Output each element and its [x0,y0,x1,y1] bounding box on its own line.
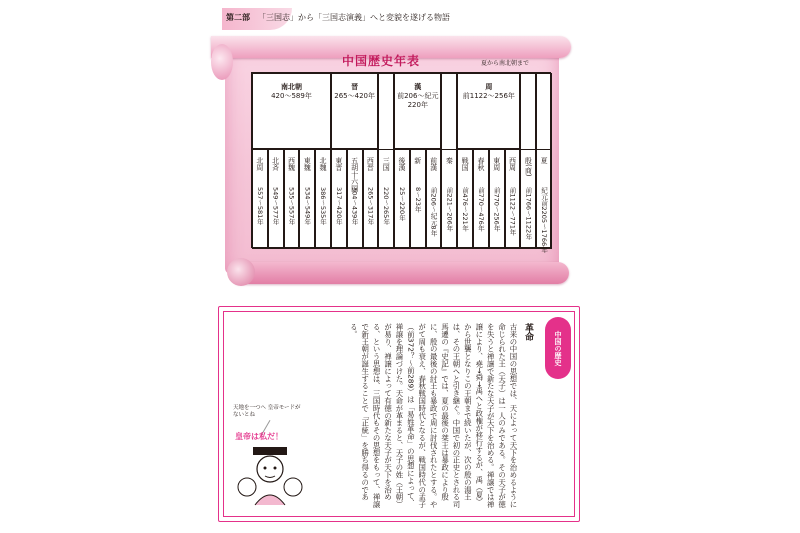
period-name: 北周 [255,157,264,171]
period-name: 西晋 [366,157,375,171]
group-label [457,83,520,101]
period-years: 前1766〜1122年 [524,187,533,240]
period-years: 535〜557年 [287,187,296,225]
period-years: 534〜549年 [303,187,312,225]
period-years: 220〜265年 [382,187,391,225]
period-name: 戦国 [461,157,470,171]
period-years: 557〜581年 [255,187,264,225]
period-name: 後漢 [398,157,406,171]
scroll-roll-left [211,44,233,80]
period-name: 秦 [445,157,454,164]
group-label [252,83,331,101]
part-label: 第二部 [226,13,250,22]
article-title: 革命 [523,323,533,341]
topic-badge: 中国の歴史 [545,317,571,379]
emperor-illustration [235,445,305,507]
period-years: 前770〜476年 [476,187,485,232]
period-years: 549〜577年 [271,187,280,225]
period-years: 紀元前2205〜1766年 [540,187,549,253]
header-subtitle: 「三国志」から「三国志演義」へと変貌を遂げる物語 [258,13,450,22]
period-name: 春秋 [476,157,485,171]
period-name: 前漢 [429,157,438,171]
chronology-table [251,72,551,253]
period-years: 前206〜紀元8年 [429,187,438,237]
group-name: 漢 [414,83,422,91]
period-name: 北斉 [271,157,280,171]
period-years: 25〜220年 [398,187,406,221]
emperor-label: 皇帝は私だ！ [235,432,283,441]
period-years: 前476〜221年 [461,187,470,232]
group-name: 南北朝 [280,83,302,91]
group-years: 420〜589年 [271,92,312,100]
group-name: 晋 [351,83,359,91]
page-header [222,8,642,30]
scroll-roll-bottom-end [227,258,255,286]
group-years: 前206〜紀元220年 [397,92,439,109]
period-name: 新 [413,157,422,164]
group-label [394,83,441,110]
scroll-roll-bottom [233,262,569,284]
period-name: 西魏 [287,157,296,171]
period-name: 東晋 [334,157,343,171]
period-years: 前221〜206年 [445,187,454,232]
period-name: 北魏 [319,157,328,171]
period-years: 8〜23年 [413,187,422,213]
period-years: 304〜439年 [350,187,359,225]
period-years: 386〜535年 [319,187,328,225]
speech-bubble: 天地を一つへ 皇帝モードがないとね [233,405,301,418]
group-label [331,83,378,101]
period-name: 殷(商) [524,157,533,177]
chronology-range-note: 夏から南北朝まで [481,60,530,67]
period-years: 265〜317年 [366,187,375,225]
group-years: 265〜420年 [334,92,375,100]
article-box [218,306,580,522]
period-name: 東周 [492,157,501,171]
period-years: 前770〜256年 [492,187,501,232]
period-years: 前1122〜771年 [508,187,517,236]
article-body: 古来の中国の思想では、天によって天下を治めるように命じられた王（天子）は一人のみである。その天子が徳を失うと禅譲で新たな天子が天下を治める。禅譲では禅譲により、堯→舜→禹へと政権が移行するが、禹（夏）から世襲となりこの王朝まで続いたが、次の殷の湯王は、その王朝へと引き継ぐ。中国で初の正史とされる司馬遷の『史記』では、夏の最後の桀王は暴政により殷に、殷の最後の紂王も暴政で周に討伐されたとする。やがて周も衰え、春秋戦国時代となるが、戦国時代の孟子（前372？〜前289）は「易姓革命」の思想によって、禅譲を理論づけた。天命が革まると、天子の姓（王朝）が易り、禅譲によって有徳の新たな天子が天下を治める、という思想は、三国時代もその思想をもって、禅譲で新王朝が誕生することで「正統」を勝ち得るのである。 [349,323,518,508]
group-years: 前1122〜256年 [462,92,515,100]
chronology-title: 中国歴史年表 [341,54,420,68]
group-name: 周 [485,83,493,91]
period-name: 西周 [508,157,517,171]
period-name: 夏 [540,157,549,164]
period-name: 東魏 [303,157,312,171]
period-name: 三国 [382,157,391,171]
period-years: 317〜420年 [334,187,343,225]
period-name: 五胡十六国 [350,157,359,192]
chronology-scroll [211,36,571,286]
